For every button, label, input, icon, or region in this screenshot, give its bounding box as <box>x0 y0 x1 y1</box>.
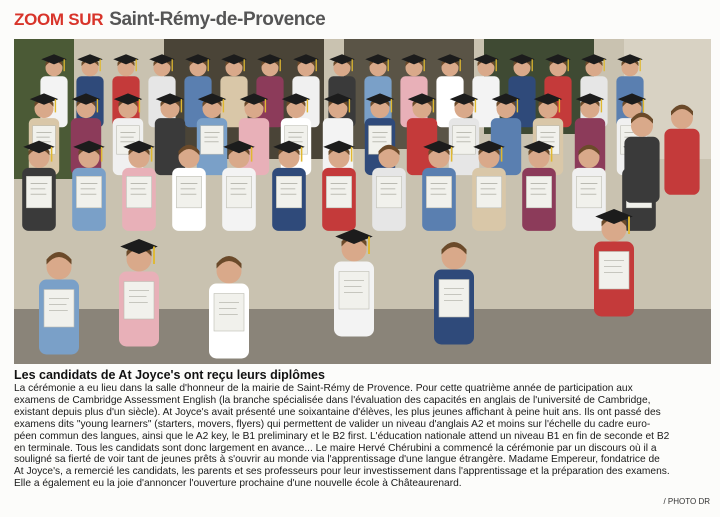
article-body-line: At Joyce's, a remercié les candidats, les parents et ses professeurs pour leur investissement dans l'apprentissage et la préparation des examens. <box>14 466 670 478</box>
diploma <box>339 272 369 310</box>
diploma <box>599 252 629 290</box>
diploma <box>214 294 244 332</box>
diploma <box>124 282 154 320</box>
student <box>624 137 659 203</box>
diploma <box>26 176 51 208</box>
article-caption <box>14 368 711 507</box>
diploma <box>526 176 551 208</box>
section-town: Saint-Rémy-de-Provence <box>109 9 326 30</box>
diploma <box>226 176 251 208</box>
section-kicker: ZOOM SUR <box>14 10 104 29</box>
article-body-line: péen commun des langues, ainsi que le A2 key, le B1 preliminary et le B2 first. L'éducation nationale attend un niveau B1 en fin de seconde et B2 <box>14 430 670 442</box>
section-masthead <box>14 9 325 35</box>
article-headline: Les candidats de At Joyce's ont reçu leurs diplômes <box>14 368 325 382</box>
article-body-line: en terminale. Tous les candidats sont donc largement en avance... Le maire Hervé Chérubini a commencé la cérémonie par un discours où il a <box>14 442 657 454</box>
article-body-line: Elle a également eu la joie d'annoncer l'ouverture prochaine d'une nouvelle école à Châteaurenard. <box>14 478 462 490</box>
group-photo <box>14 39 711 364</box>
diploma <box>476 176 501 208</box>
group-photo-illustration <box>14 39 711 364</box>
diploma <box>376 176 401 208</box>
diploma <box>426 176 451 208</box>
diploma <box>453 126 476 155</box>
diploma <box>576 176 601 208</box>
diploma <box>326 176 351 208</box>
student <box>664 129 699 195</box>
diploma <box>201 126 224 155</box>
article-body-line: examens dits "young learners" (starters, movers, flyers) qui permettent de valider un niveau d'anglais A2 et moins sur l'échelle du cadre euro- <box>14 418 651 430</box>
article-body-line: examens de Cambridge Assessment English (la branche spécialisée dans l'évaluation des capacités en anglais de l'université de Cambridge, <box>14 394 651 406</box>
diploma <box>176 176 201 208</box>
diploma <box>126 176 151 208</box>
bleed-through-text <box>360 0 720 14</box>
article-body <box>14 383 711 507</box>
student <box>155 118 185 175</box>
article-body-line: La cérémonie a eu lieu dans la salle d'honneur de la mairie de Saint-Rémy de Provence. Pour cette quatrième année de participation aux <box>14 383 633 394</box>
diploma <box>276 176 301 208</box>
diploma <box>76 176 101 208</box>
photo-credit: / PHOTO DR <box>663 497 710 506</box>
diploma <box>439 280 469 318</box>
article-body-line: existant depuis plus d'un siècle). At Joyce's avait présenté une soixantaine d'élèves, les plus jeunes affichant à peine huit ans. Ils ont passé des <box>14 406 661 418</box>
article-body-line: souligné sa fierté de voir tant de jeunes prêts à s'ouvrir au monde via l'apprentissage d'une langue étrangère. Madame Empereur, fondatrice de <box>14 454 660 466</box>
diploma <box>44 290 74 328</box>
